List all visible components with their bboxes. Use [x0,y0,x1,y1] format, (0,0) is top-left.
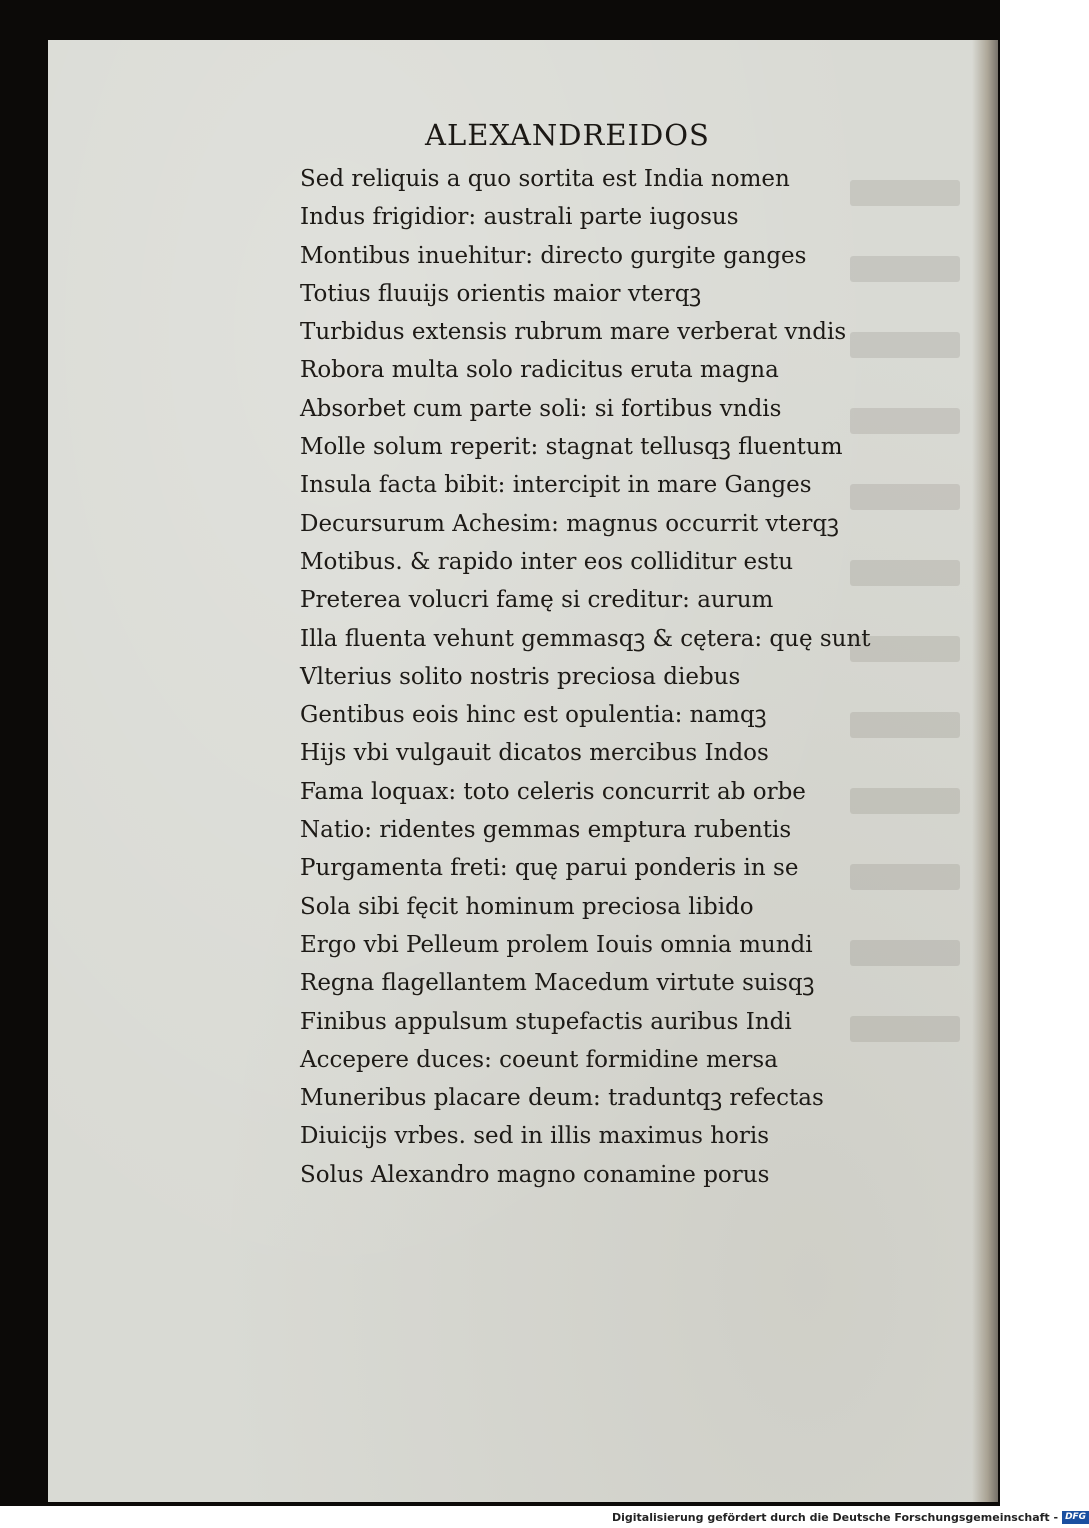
verse-line: Illa fluenta vehunt gemmasqꝫ & cętera: quę sunt [300,625,871,652]
verse-line: Fama loquax: toto celeris concurrit ab orbe [300,778,806,805]
verse-line: Motibus. & rapido inter eos colliditur estu [300,548,794,575]
dfg-logo: DFG [1062,1511,1089,1524]
page-spine-shadow [972,40,998,1502]
verse-line: Accepere duces: coeunt formidine mersa [300,1046,778,1073]
verse-line: Insula facta bibit: intercipit in mare Ganges [300,472,812,499]
verse-line: Finibus appulsum stupefactis auribus Indi [300,1008,792,1035]
verse-line: Hijs vbi vulgauit dicatos mercibus Indos [300,740,769,767]
verse-line: Diuicijs vrbes. sed in illis maximus horis [300,1123,770,1150]
verse-line: Solus Alexandro magno conamine porus [300,1161,770,1188]
running-title: ALEXANDREIDOS [425,118,710,152]
verse-line: Vlterius solito nostris preciosa diebus [300,663,741,690]
verse-line: Indus frigidior: australi parte iugosus [300,204,739,231]
funding-credit [612,1509,1089,1526]
verse-line: Purgamenta freti: quę parui ponderis in se [300,855,799,882]
verse-line: Turbidus extensis rubrum mare verberat vndis [300,319,847,346]
verse-line: Ergo vbi Pelleum prolem Iouis omnia mundi [300,931,813,958]
verse-line: Montibus inuehitur: directo gurgite ganges [300,242,807,269]
verse-line: Robora multa solo radicitus eruta magna [300,357,779,384]
verse-line: Regna flagellantem Macedum virtute suisqꝫ [300,970,815,997]
verse-line: Sed reliquis a quo sortita est India nomen [300,166,790,192]
verse-line: Molle solum reperit: stagnat tellusqꝫ fluentum [300,434,843,461]
funding-credit-text: Digitalisierung gefördert durch die Deutsche Forschungsgemeinschaft - [612,1511,1059,1524]
verse-line: Totius fluuijs orientis maior vterqꝫ [300,280,702,307]
verse-line: Preterea volucri famę si creditur: aurum [300,587,774,614]
verse-list [300,160,871,1194]
verse-line: Absorbet cum parte soli: si fortibus vndis [300,395,782,422]
verse-line: Gentibus eois hinc est opulentia: namqꝫ [300,702,767,729]
verse-line: Natio: ridentes gemmas emptura rubentis [300,817,792,844]
verse-line: Decursurum Achesim: magnus occurrit vterqꝫ [300,510,839,537]
verse-line: Sola sibi fęcit hominum preciosa libido [300,893,754,920]
verse-line: Muneribus placare deum: traduntqꝫ refectas [300,1085,824,1112]
